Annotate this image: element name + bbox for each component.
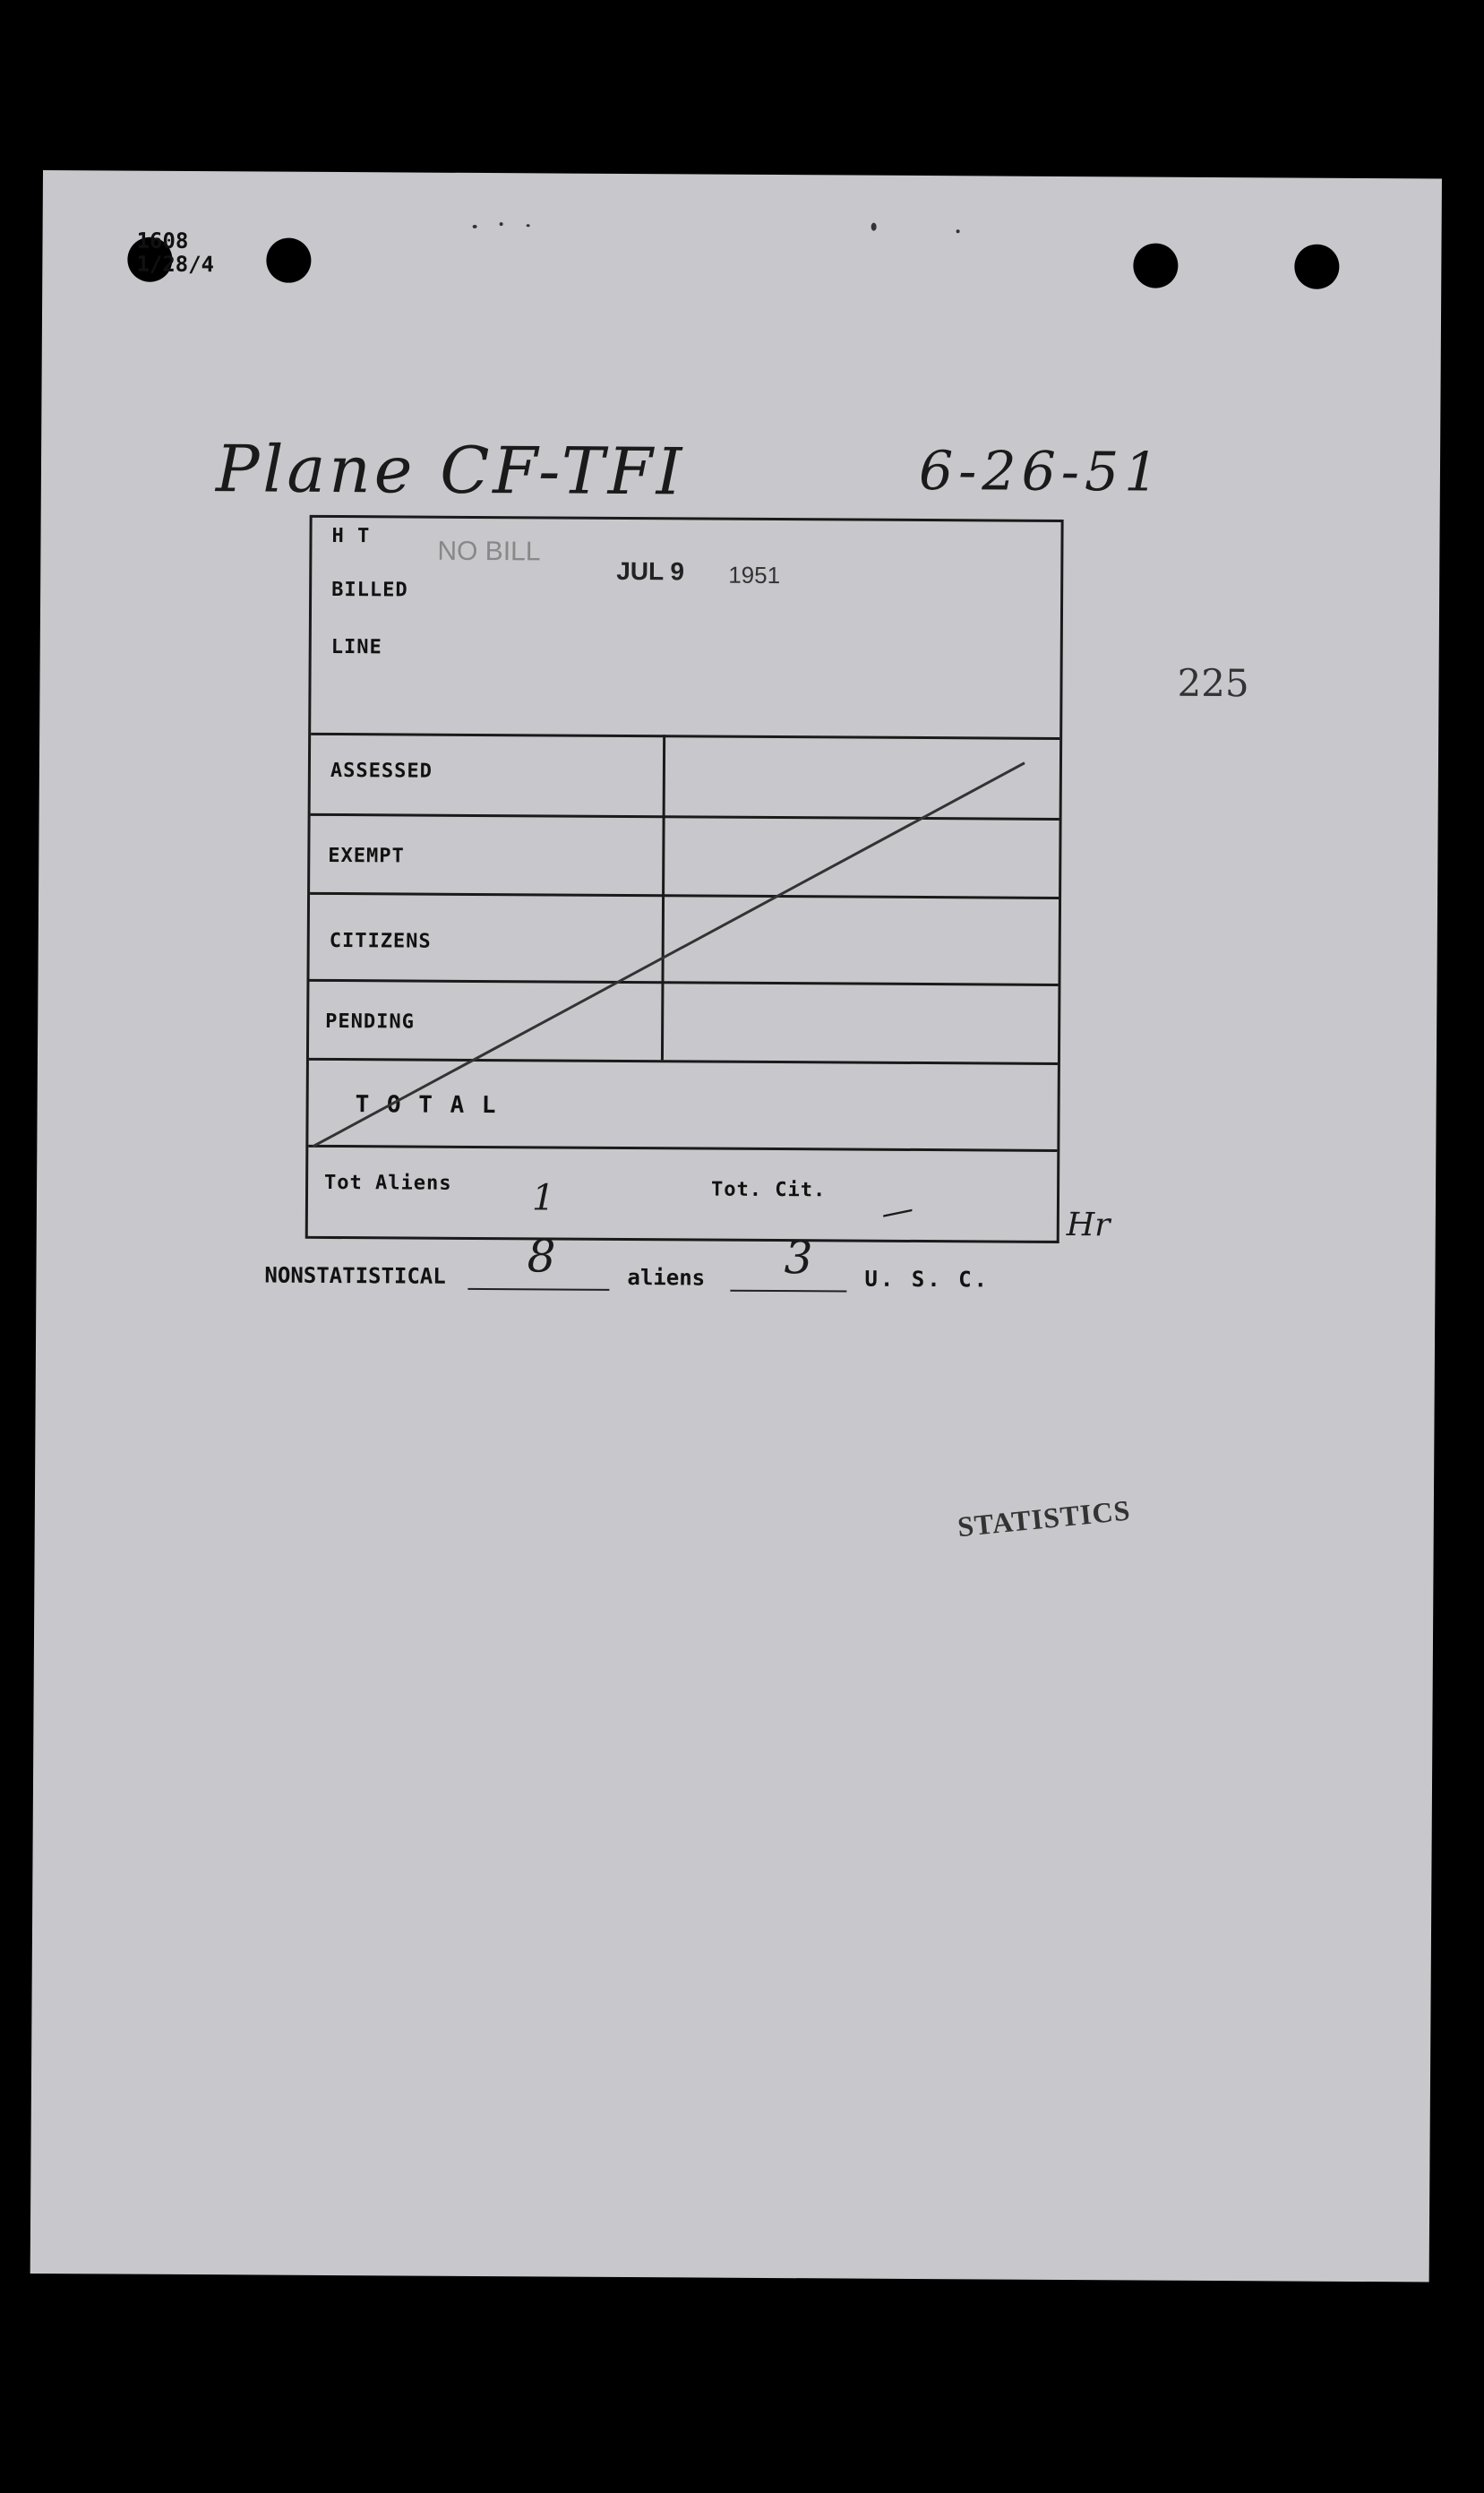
form-number: 1608: [136, 228, 189, 254]
form-revision-date: 1/28/4: [136, 251, 215, 278]
label-ht: H T: [331, 524, 371, 548]
speck: [956, 229, 960, 233]
row-total: T O T A L: [355, 1091, 498, 1120]
label-line: LINE: [330, 635, 382, 659]
statistics-stamp: STATISTICS: [956, 1493, 1132, 1543]
speck: [527, 224, 530, 227]
date-stamp-month-day: JUL 9: [616, 556, 685, 586]
usc-label: U. S. C.: [864, 1266, 991, 1293]
document-sheet: [30, 170, 1442, 2282]
date-stamp-year: 1951: [728, 561, 781, 589]
tot-cit-label: Tot. Cit.: [710, 1178, 827, 1202]
nonstatistical-label: NONSTATISTICAL: [264, 1262, 446, 1289]
speck: [473, 225, 477, 228]
speck: [871, 223, 877, 231]
handwritten-date: 6-26-51: [918, 439, 1164, 504]
aliens-label: aliens: [627, 1265, 706, 1291]
manifest-table: [305, 515, 1064, 1243]
punch-hole: [1133, 243, 1178, 288]
tot-aliens-mark: 1: [531, 1177, 555, 1219]
row-citizens: CITIZENS: [329, 929, 432, 953]
punch-hole: [1294, 245, 1339, 289]
form-code: [136, 229, 214, 277]
aliens-underline: [468, 1288, 609, 1291]
punch-hole: [266, 238, 311, 283]
tot-aliens-label: Tot Aliens: [324, 1171, 452, 1195]
citizens-count: 3: [784, 1232, 813, 1285]
aliens-count: 8: [527, 1230, 556, 1283]
citizens-underline: [730, 1290, 846, 1293]
page-number: 225: [1177, 660, 1249, 706]
row-pending: PENDING: [325, 1010, 415, 1034]
label-billed: BILLED: [331, 578, 408, 602]
handwritten-flight: Plane CF-TFI: [215, 431, 686, 510]
tot-cit-mark: —: [878, 1190, 917, 1234]
handwritten-initials: Hr: [1066, 1207, 1111, 1244]
row-exempt: EXEMPT: [328, 844, 405, 868]
no-bill-stamp: NO BILL: [437, 536, 541, 567]
row-assessed: ASSESSED: [330, 759, 433, 783]
cancel-line: [305, 515, 1064, 1243]
speck: [500, 222, 503, 226]
